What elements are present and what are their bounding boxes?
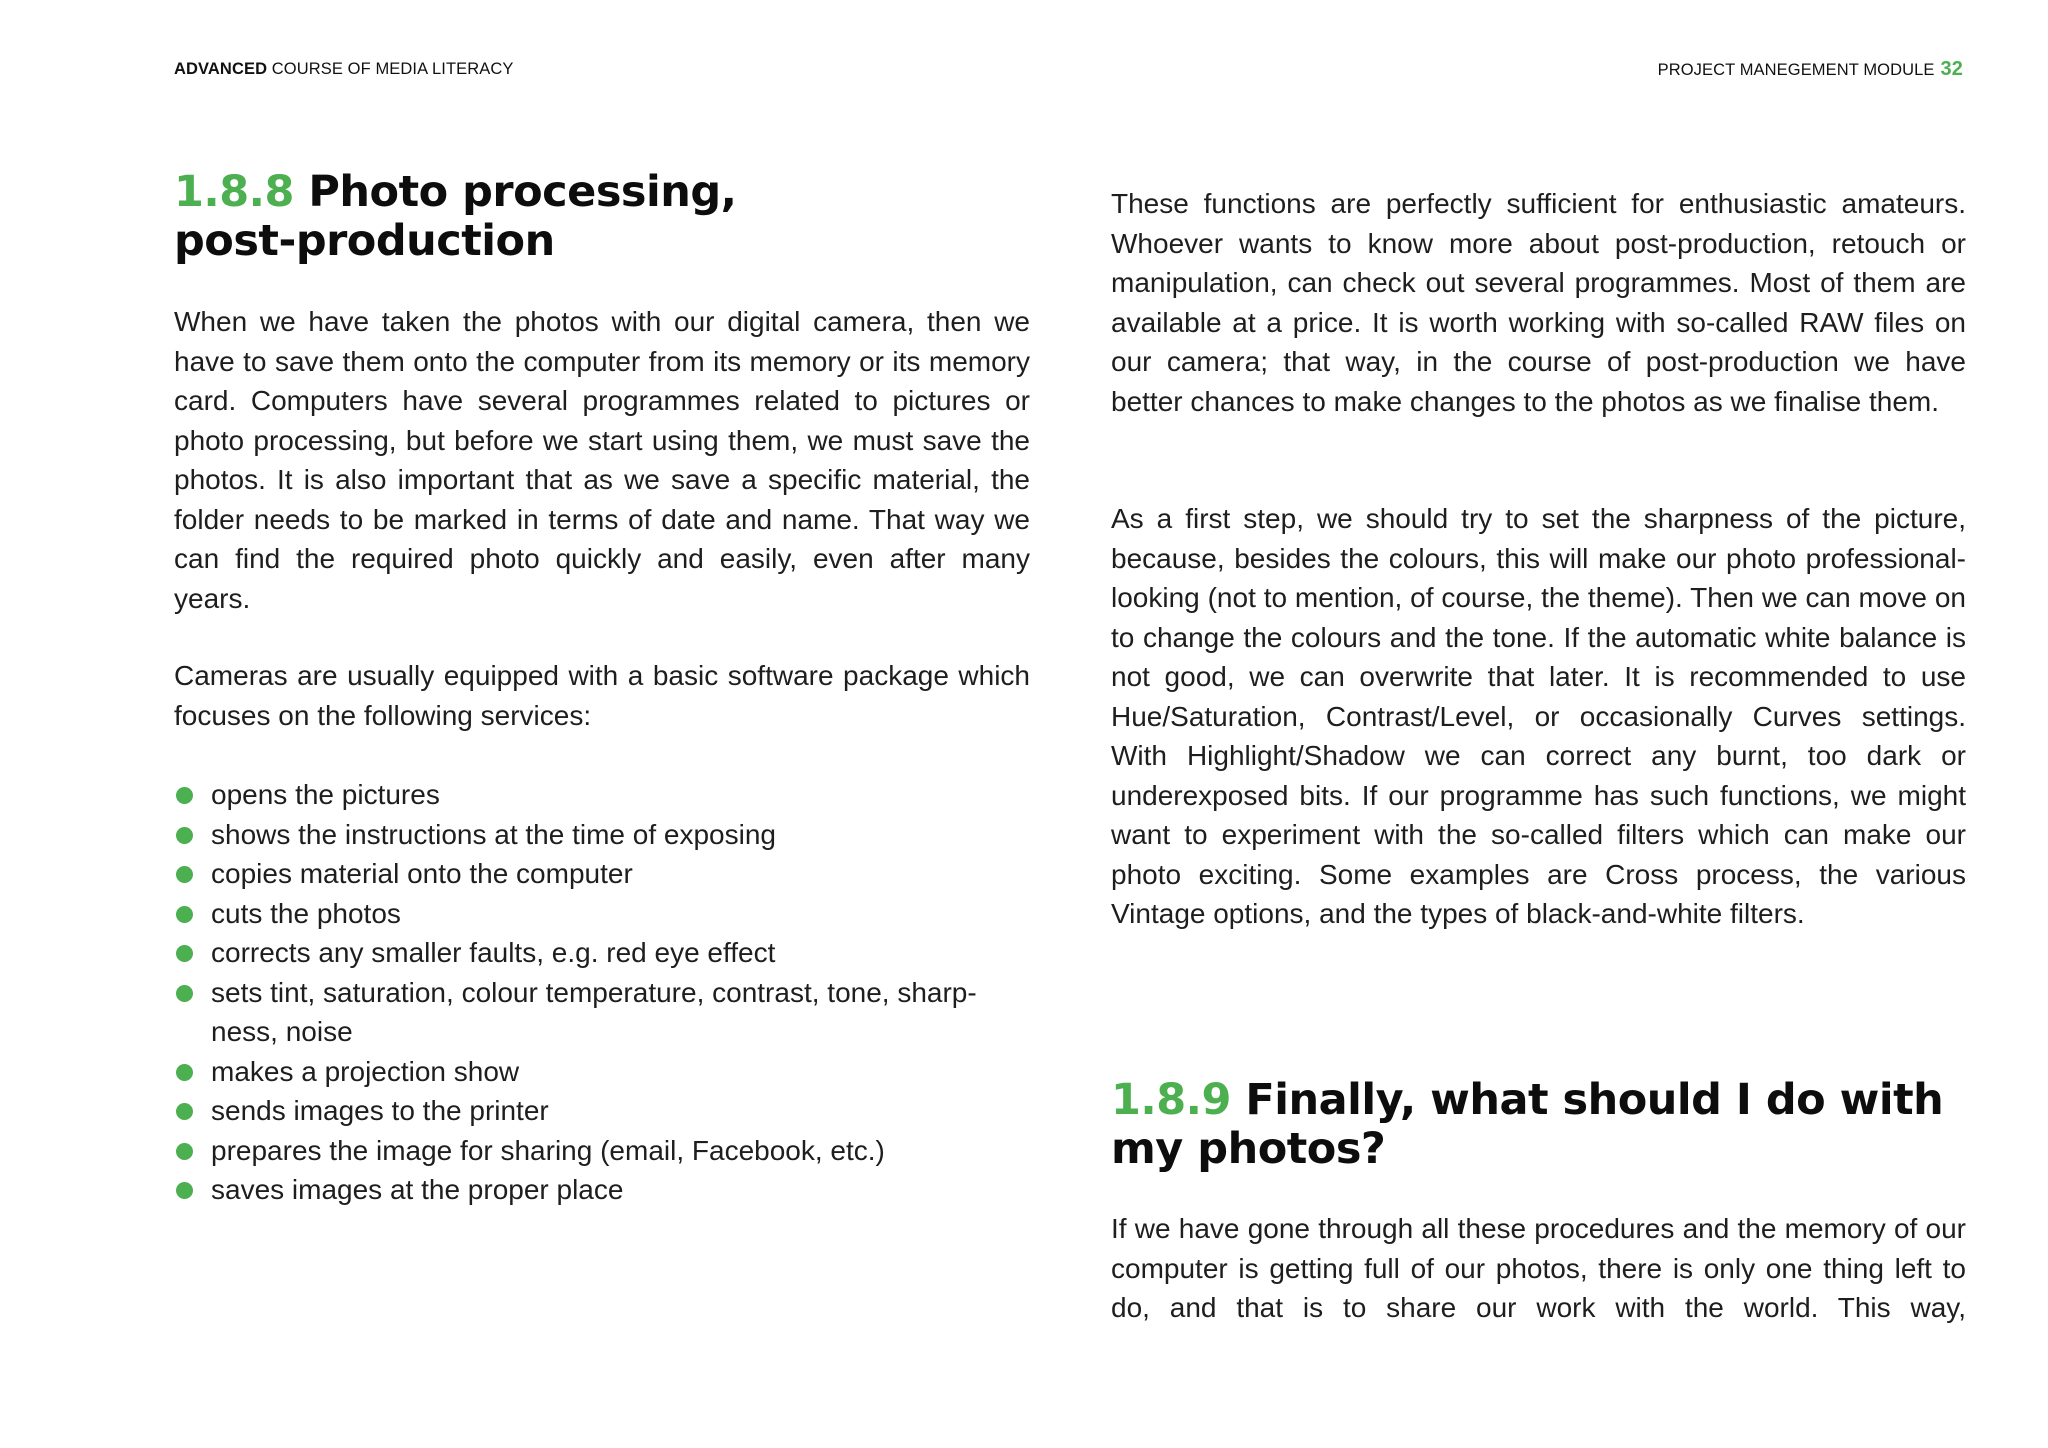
list-item [174,1131,1030,1171]
bullet-dot-icon [176,866,193,883]
list-item [174,775,1030,815]
page-number: 32 [1940,58,1963,80]
bullet-dot-icon [176,1064,193,1081]
body-paragraph: Cameras are usually equipped with a basic software package which focuses on the following services: [174,660,1030,731]
list-item-text: corrects any smaller faults, e.g. red eye effect [211,937,776,968]
section-title-line2: post-production [174,216,555,266]
bullet-dot-icon [176,985,193,1002]
bullet-dot-icon [176,1103,193,1120]
bullet-dot-icon [176,1182,193,1199]
section-number: 1.8.8 [174,167,294,217]
list-item [174,933,1030,973]
list-item [174,1052,1030,1092]
body-paragraph: When we have taken the photos with our digital camera, then we have to save them onto the computer from its memory or its memory card. Computers have several programmes related to pictures or photo processing, but before we start using them, we must save the photos. It is also important that as we save a specific material, the folder needs to be marked in terms of date and name. That way we can find the required photo quickly and easily, even after many years. [174,306,1030,614]
list-item-text: sends images to the printer [211,1095,549,1126]
list-item [174,973,1030,1052]
list-item-text: makes a projection show [211,1055,520,1087]
running-header-left [174,60,513,79]
header-module-title: PROJECT MANEGEMENT MODULE [1657,61,1935,79]
list-item-text: cuts the photos [211,897,401,929]
list-item-text: sets tint, saturation, colour temperature, contrast, tone, sharpness, noise [211,976,977,1047]
list-item-text: opens the pictures [211,779,440,810]
list-item [174,815,1030,855]
section-title-line2: my photos? [1111,1124,1386,1174]
bullet-dot-icon [176,827,193,844]
section-number: 1.8.9 [1111,1075,1231,1125]
list-item [174,1091,1030,1131]
bullet-dot-icon [176,787,193,804]
body-paragraph: If we have gone through all these procedures and the memory of our computer is getting full of our photos, there is only one thing left to do, and that is to share our work with the world. This way, [1111,1213,1966,1323]
list-item-text: saves images at the proper place [211,1174,624,1205]
header-course-level: ADVANCED [174,60,268,78]
list-item-text: prepares the image for sharing (email, Facebook, etc.) [211,1134,885,1166]
section-title-line1: Finally, what should I do with [1230,1075,1944,1125]
running-header-right [1658,58,1963,81]
list-item [174,894,1030,934]
body-paragraph: As a first step, we should try to set the sharpness of the picture, because, besides the colours, this will make our photo professional-looking (not to mention, of course, the theme). Then we can move on to change the colours and the tone. If the automatic white balance is not good, we can overwrite that later. It is recommended to use Hue/Saturation, Contrast/Level, or occasionally Curves settings. With Highlight/Shadow we can correct any burnt, too dark or underexposed bits. If our programme has such functions, we might want to experiment with the so-called filters which can make our photo exciting. Some examples are Cross process, the various Vintage options, and the types of black-and-white filters. [1111,503,1966,929]
bullet-dot-icon [176,1143,193,1160]
list-item [174,854,1030,894]
section-heading-1-8-9 [1111,1076,2011,1174]
list-item [174,1170,1030,1210]
section-heading-1-8-8 [174,168,1074,266]
header-course-title: COURSE OF MEDIA LITERACY [267,60,514,78]
list-item-text: copies material onto the computer [211,858,633,889]
list-item-text: shows the instructions at the time of exposing [211,818,776,850]
services-list [174,775,1030,1210]
section-title-line1: Photo processing, [293,167,737,217]
bullet-dot-icon [176,906,193,923]
bullet-dot-icon [176,945,193,962]
body-paragraph: These functions are perfectly sufficient for enthusiastic amateurs. Whoever wants to know more about post-production, retouch or manipulation, can check out several programmes. Most of them are available at a price. It is worth working with so-called RAW files on our camera; that way, in the course of post-production we have better chances to make changes to the photos as we finalise them. [1111,188,1966,417]
